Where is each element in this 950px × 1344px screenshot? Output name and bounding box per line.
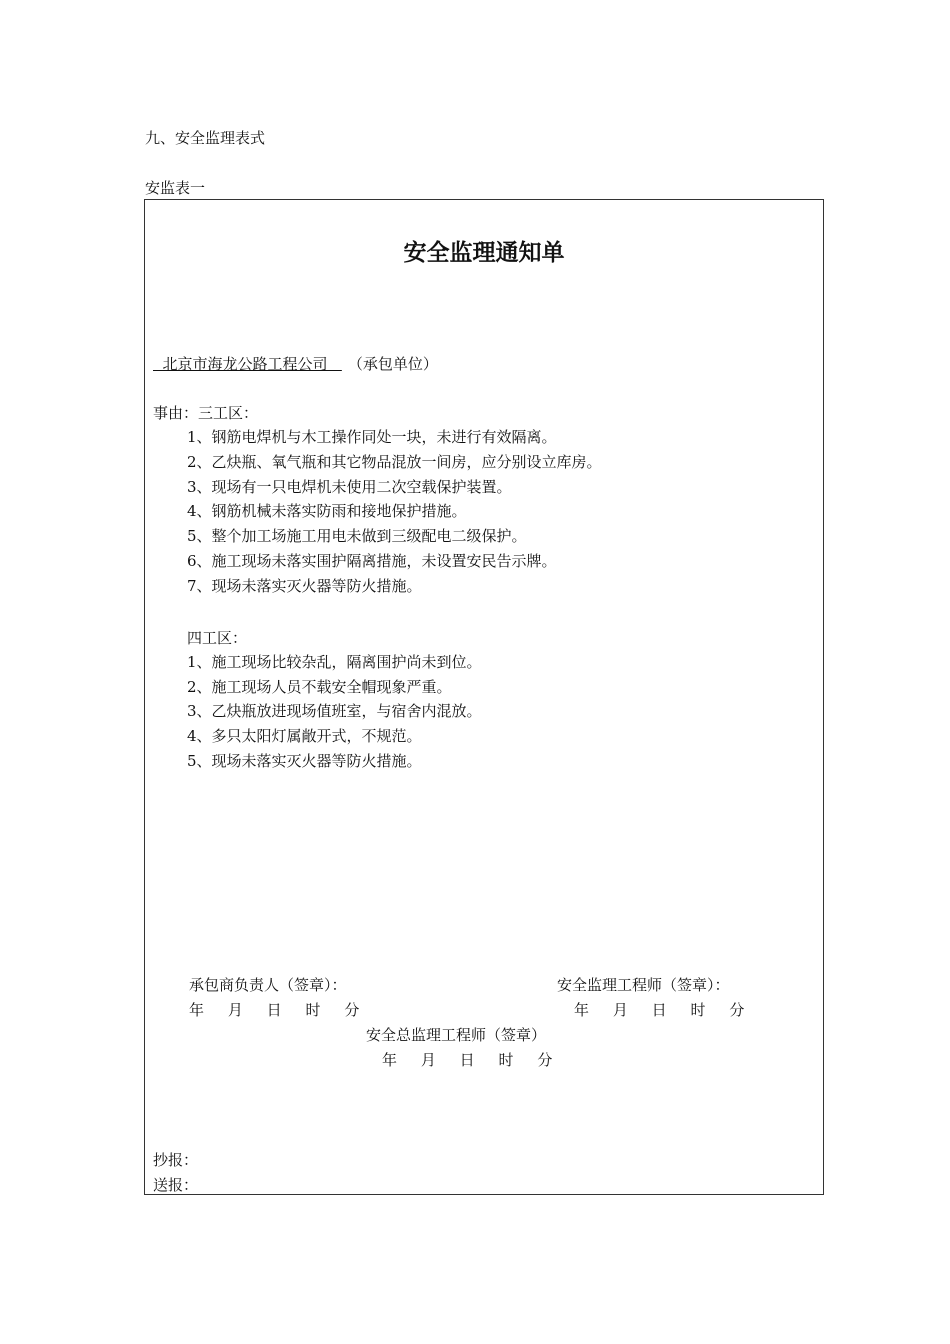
zone4-item: 1、施工现场比较杂乱，隔离围护尚未到位。 [187, 653, 482, 671]
document-title: 安全监理通知单 [403, 240, 565, 266]
engineer-datetime: 年 月 日 时 分 [574, 1001, 745, 1019]
chief-signature-label: 安全总监理工程师（签章） [366, 1026, 547, 1044]
notice-form [144, 199, 824, 1195]
contractor-datetime: 年 月 日 时 分 [189, 1001, 360, 1019]
contractor-line [153, 354, 438, 374]
zone3-item: 6、施工现场未落实围护隔离措施，未设置安民告示牌。 [187, 552, 557, 570]
contractor-signature-label: 承包商负责人（签章）： [189, 976, 347, 994]
zone3-item: 2、乙炔瓶、氧气瓶和其它物品混放一间房，应分别设立库房。 [187, 453, 602, 471]
reason-label: 事由：三工区： [153, 404, 259, 422]
zone3-item: 7、现场未落实灭火器等防火措施。 [187, 577, 422, 595]
zone4-item: 3、乙炔瓶放进现场值班室，与宿舍内混放。 [187, 702, 482, 720]
form-code: 安监表一 [145, 179, 206, 197]
zone3-item: 1、钢筋电焊机与木工操作同处一块，未进行有效隔离。 [187, 428, 557, 446]
zone4-item: 2、施工现场人员不载安全帽现象严重。 [187, 678, 452, 696]
engineer-signature-label: 安全监理工程师（签章）： [557, 976, 730, 994]
zone4-label: 四工区： [187, 629, 248, 647]
contractor-name: 北京市海龙公路工程公司 [153, 355, 342, 373]
cc-label: 抄报： [153, 1151, 199, 1169]
chief-datetime: 年 月 日 时 分 [382, 1051, 553, 1069]
zone3-item: 3、现场有一只电焊机未使用二次空载保护装置。 [187, 478, 512, 496]
send-label: 送报： [153, 1176, 199, 1194]
zone4-item: 5、现场未落实灭火器等防火措施。 [187, 752, 422, 770]
zone4-item: 4、多只太阳灯属敞开式，不规范。 [187, 727, 422, 745]
section-heading: 九、安全监理表式 [145, 129, 266, 147]
zone3-item: 5、整个加工场施工用电未做到三级配电二级保护。 [187, 527, 527, 545]
zone3-item: 4、钢筋机械未落实防雨和接地保护措施。 [187, 502, 467, 520]
contractor-unit-label: （承包单位） [347, 355, 438, 373]
